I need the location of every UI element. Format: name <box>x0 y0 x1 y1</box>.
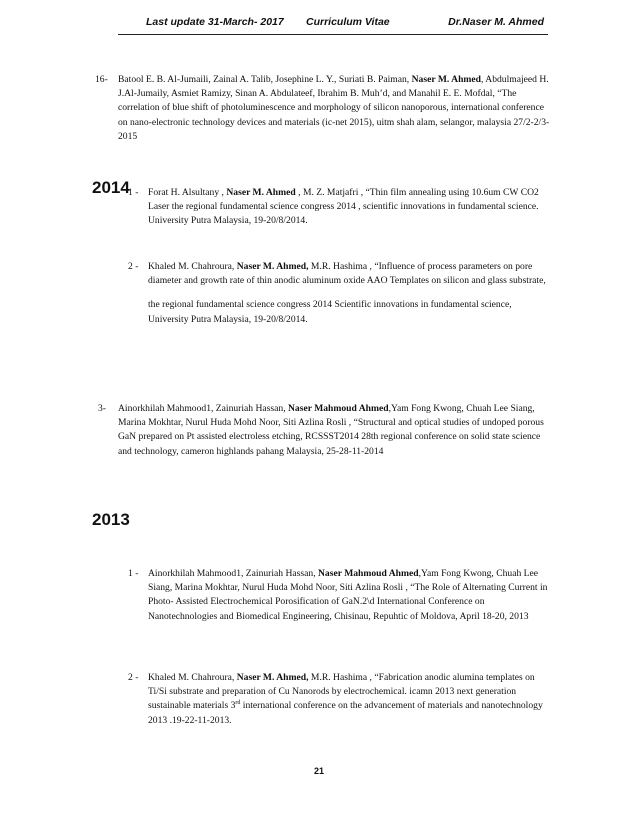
ordinal-suffix: rd <box>235 700 241 707</box>
year-heading-2013: 2013 <box>92 510 130 529</box>
entry-venue: the regional fundamental science congress 2014 Scientific innovations in fundamental science, University Putra Malaysia, 19-20/8/2014. <box>148 299 512 325</box>
page-header <box>118 6 548 35</box>
last-update: Last update 31-March- 2017 <box>146 16 284 28</box>
document-title: Curriculum Vitae <box>306 16 390 28</box>
entry-authors: Khaled M. Chahroura, <box>148 672 235 683</box>
highlighted-author: Naser M. Ahmed, <box>236 261 309 272</box>
year-heading-2014: 2014 <box>92 178 130 197</box>
entry-details-continued: international conference on the advancement of materials and nanotechnology 2013 .19-22-11-2013. <box>148 700 543 726</box>
publication-entry-2013-2 <box>128 671 548 728</box>
highlighted-author: Naser M. Ahmed <box>226 187 296 198</box>
page-number: 21 <box>313 766 324 776</box>
entry-details: , Abdulmajeed H. J.Al-Jumaily, Asmiet Ramizy, Sinan A. Abdulateef, Ibrahim B. Muh’d, and Manahil E. E. Mofdal, “The correlation of blue shift of photoluminescence and morphology of silicon nanoporous, international conference on nano-electronic technology devices and materials (ic-net 2015), uitm shah alam, selangor, malaysia 27/2-2/3-2015 <box>118 74 550 142</box>
entry-authors: Khaled M. Chahroura, <box>148 261 235 272</box>
entry-details: ,Yam Fong Kwong, Chuah Lee Siang, Marina Mokhtar, Nurul Huda Mohd Noor, Siti Azlina Rosli , “Structural and optical studies of undoped porous GaN prepared on Pt assisted electroless etching, RCSSST2014 28th regional conference on solid state science and technology, cameron highlands pahang Malaysia, 25-28-11-2014 <box>118 403 544 457</box>
publication-entry-2014-3 <box>98 402 548 459</box>
highlighted-author: Naser Mahmoud Ahmed <box>288 403 389 414</box>
entry-authors: Ainorkhilah Mahmood1, Zainuriah Hassan, <box>148 568 316 579</box>
entry-details: , M. Z. Matjafri , “Thin film annealing using 10.6um CW CO2 Laser the regional fundamental science congress 2014 , scientific innovations in fundamental science. University Putra Malaysia, 19-20/8/2014. <box>148 187 539 227</box>
publication-entry-2014-2 <box>128 260 548 327</box>
entry-number: 1 - <box>128 187 139 198</box>
entry-number: 16- <box>95 74 108 85</box>
entry-authors: Ainorkhilah Mahmood1, Zainuriah Hassan, <box>118 403 286 414</box>
entry-number: 3- <box>98 403 106 414</box>
highlighted-author: Naser M. Ahmed <box>411 74 481 85</box>
highlighted-author: Naser M. Ahmed, <box>236 672 309 683</box>
entry-details: M.R. Hashima , “Influence of process parameters on pore diameter and growth rate of thin anodic aluminum oxide AAO Templates on silicon and glass substrate, <box>148 261 546 287</box>
entry-number: 2 - <box>128 672 139 683</box>
highlighted-author: Naser Mahmoud Ahmed <box>318 568 419 579</box>
entry-details: M.R. Hashima , “Fabrication anodic alumina templates on Ti/Si substrate and preparation of Cu Nanorods by electrochemical. icamn 2013 next generation sustainable materials 3 <box>148 672 535 712</box>
publication-entry-2013-1 <box>128 567 548 624</box>
entry-number: 1 - <box>128 568 139 579</box>
entry-authors: Forat H. Alsultany , <box>148 187 224 198</box>
entry-authors: Batool E. B. Al-Jumaili, Zainal A. Talib, Josephine L. Y., Suriati B. Paiman, <box>118 74 410 85</box>
entry-number: 2 - <box>128 261 139 272</box>
author-name: Dr.Naser M. Ahmed <box>448 16 544 28</box>
publication-entry-16 <box>95 73 553 144</box>
publication-entry-2014-1 <box>128 186 548 229</box>
entry-details: ,Yam Fong Kwong, Chuah Lee Siang, Marina Mokhtar, Nurul Huda Mohd Noor, Siti Azlina Rosli , “The Role of Alternating Current in Photo- Assisted Electrochemical Porosification of GaN.2\d International Conference on Nanotechnologies and Biomedical Engineering, Chisinau, Repuhtic of Moldova, April 18-20, 2013 <box>148 568 548 622</box>
